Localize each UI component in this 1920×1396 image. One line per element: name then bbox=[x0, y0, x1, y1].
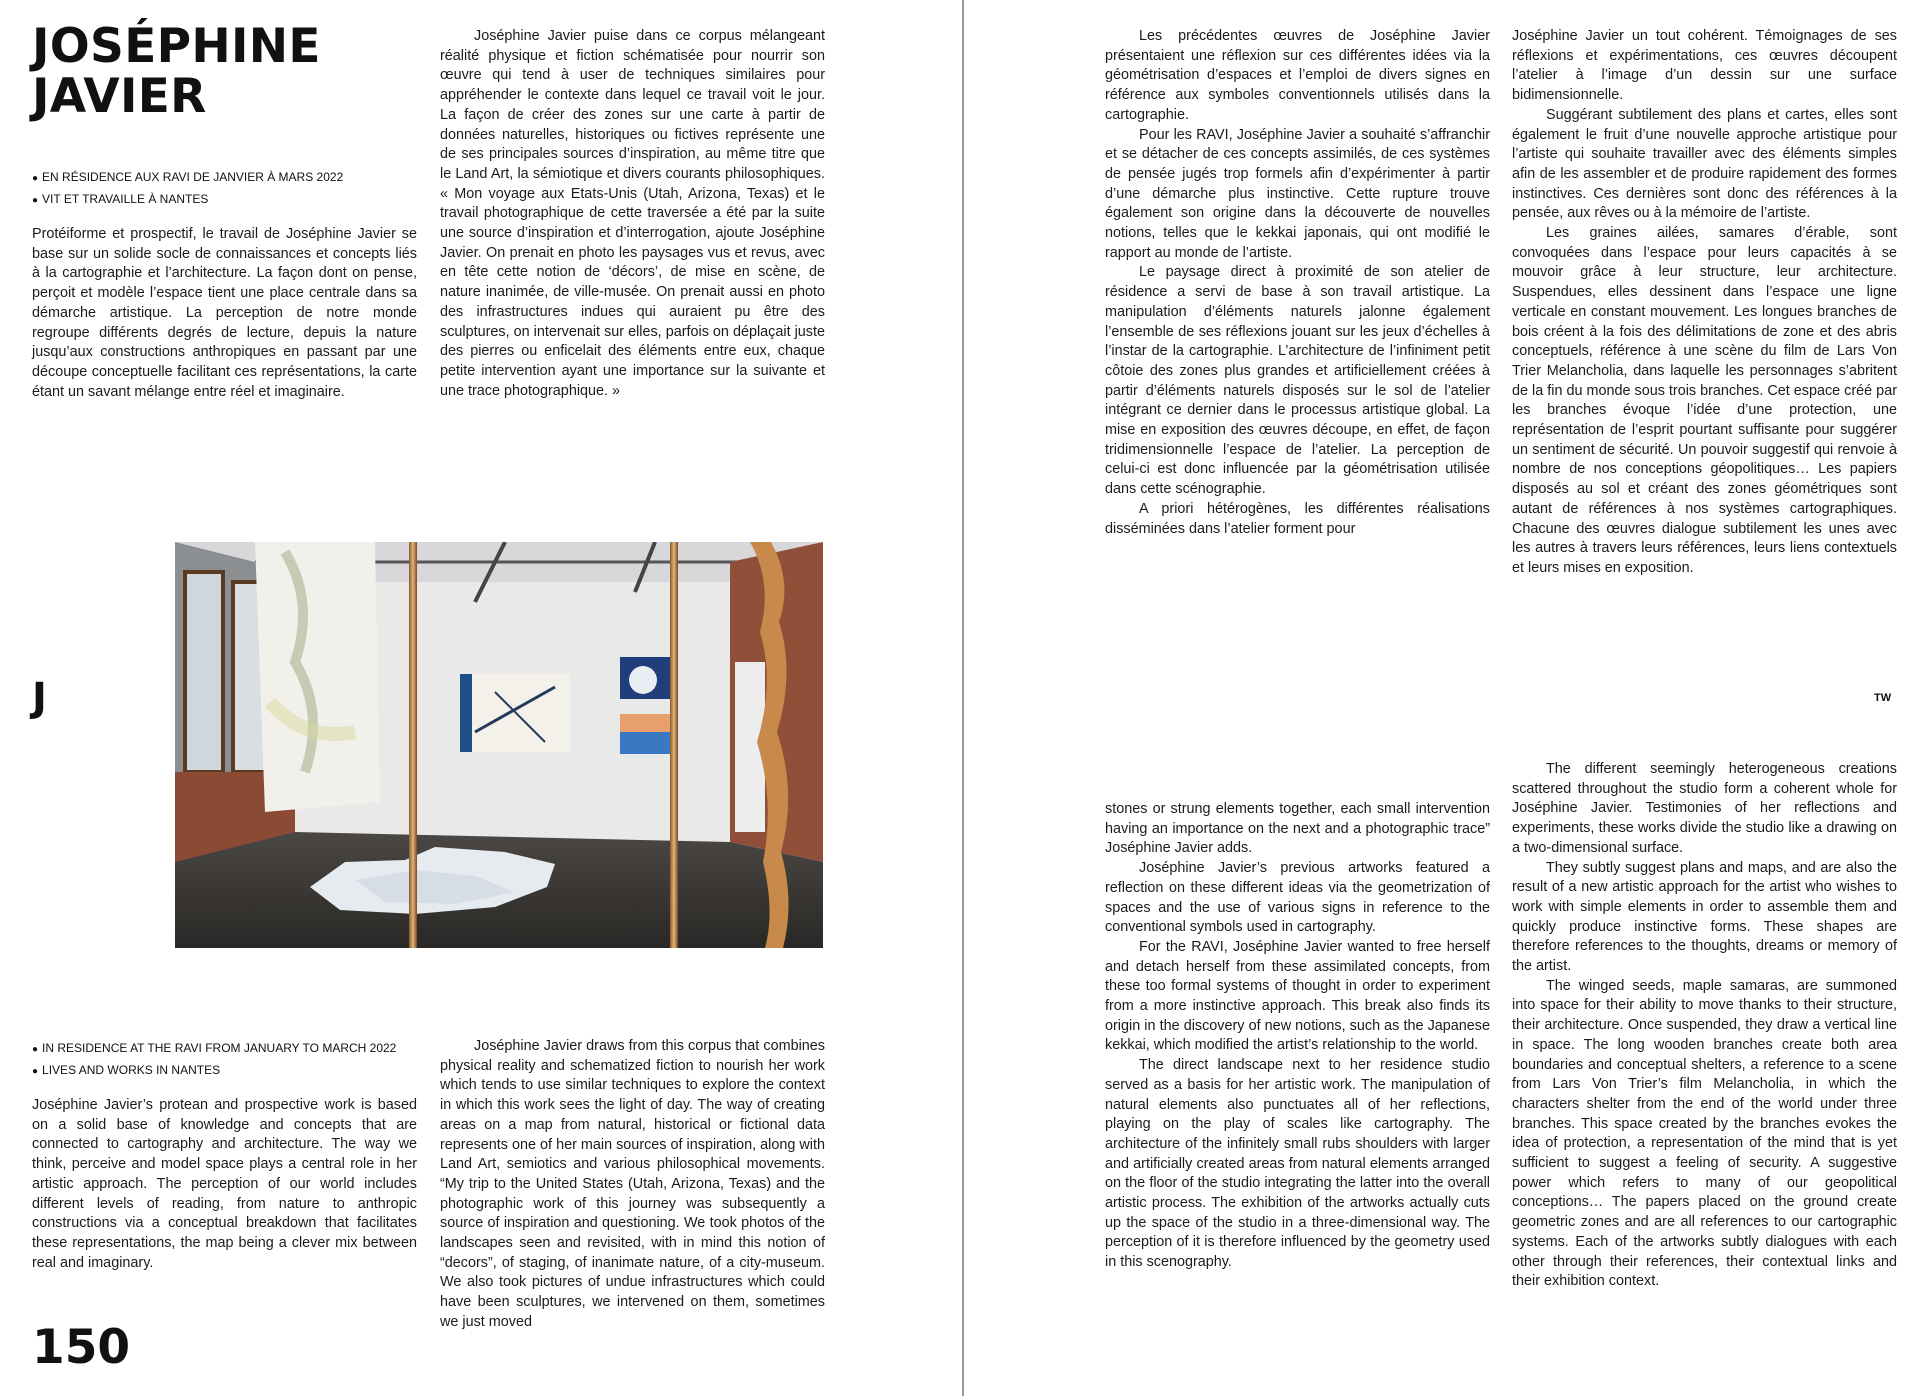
en-col2-paragraph: Joséphine Javier draws from this corpus that combines physical reality and schematized fiction to nourish her work which tends to use similar techniques to explore the context in which this work sees the light of day. The way of creating areas on a map from natural, historical or fictional data represents one of her main sources of inspiration, along with Land Art, semiotics and various philosophical movements. “My trip to the United States (Utah, Arizona, Texas) and the photographic work of this journey was subsequently a source of inspiration and questioning. We took photos of the landscapes seen and revisited, with in mind this notion of “decors”, of staging, of inanimate nature, of a city-museum. We also took pictures of undue infrastructures which could have been sculptures, we intervened on them, sometimes we just moved bbox=[440, 1038, 825, 1330]
fr-residence-location: ● VIT ET TRAVAILLE À NANTES bbox=[32, 189, 343, 211]
en-column-4 bbox=[1512, 760, 1897, 1292]
fr-residence-dates: ● EN RÉSIDENCE AUX RAVI DE JANVIER À MARS 2022 bbox=[32, 167, 343, 189]
en-intro-paragraph: Joséphine Javier’s protean and prospective work is based on a solid base of knowledge and concepts that are connected to cartography and architecture. The way we think, perceive and model space plays a central role in her artistic approach. The perception of our world includes different levels of reading, from nature to anthropic constructions via a conceptual breakdown that facilitates these representations, the map being a clever mix between real and imaginary. bbox=[32, 1097, 417, 1271]
en-col4-paragraph-3: The winged seeds, maple samaras, are summoned into space for their ability to move thanks to their structure, their architecture. Once suspended, they draw a vertical line in space. The long wooden branches create both area boundaries and conceptual shelters, a reference to a scene from Lars Von Trier’s film Melancholia, in which the characters shelter from the end of the world under three branches. This space created by the branches evokes the idea of protection, a representation of the mind that is yet sufficient to suggest a feeling of security. A suggestive power which refers to many of our geopolitical conceptions… The papers placed on the ground create geometric zones and are all references to our cartographic systems. Each of the artworks subtly dialogues with each other through their references, their contextual links and their exhibition context. bbox=[1512, 977, 1897, 1290]
title-line-last-name: JAVIER bbox=[32, 69, 207, 124]
section-letter: J bbox=[32, 675, 47, 721]
fr-column-3 bbox=[1105, 27, 1490, 539]
author-signature: TW bbox=[1874, 692, 1892, 704]
en-residence-info bbox=[32, 1038, 396, 1082]
artist-name-title bbox=[32, 19, 321, 124]
en-col4-paragraph-2: They subtly suggest plans and maps, and are also the result of a new artistic approach for the artist who wishes to work with simple elements in order to assemble them and quickly produce instinctive forms. These shapes are therefore references to the thoughts, dreams or memory of the artist. bbox=[1512, 859, 1897, 975]
fr-column-4 bbox=[1512, 27, 1897, 579]
fr-col3-paragraph-1: Les précédentes œuvres de Joséphine Javier présentaient une réflexion sur ces différentes idées via la géométrisation d’espaces et l’emploi de divers signes en référence aux symboles conventionnels utilisés dans la cartographie. bbox=[1105, 28, 1490, 123]
fr-intro-paragraph: Protéiforme et prospectif, le travail de Joséphine Javier se base sur un solide socle de connaissances et concepts liés à la cartographie et l’architecture. La façon dont on pense, perçoit et modèle l’espace tient une place centrale dans sa démarche artistique. La perception de notre monde regroupe différents degrés de lecture, depuis la nature jusqu’aux constructions anthropiques en passant par une découpe conceptuelle facilitant ces représentations, la carte étant un savant mélange entre réel et imaginaire. bbox=[32, 226, 417, 400]
fr-col3-paragraph-2: Pour les RAVI, Joséphine Javier a souhaité s’affranchir et se détacher de ces concepts assimilés, de ces systèmes de pensée jugés trop formels afin d’expérimenter à partir d’une démarche plus instinctive. Cette rupture trouve également son origine dans la découverte de nouvelles notions, telles que le kekkai japonais, qui ont modifié le rapport au monde de l’artiste. bbox=[1105, 126, 1490, 261]
en-residence-dates: ● IN RESIDENCE AT THE RAVI FROM JANUARY TO MARCH 2022 bbox=[32, 1038, 396, 1060]
fr-col2-paragraph: Joséphine Javier puise dans ce corpus mélangeant réalité physique et fiction schématisée pour nourrir son œuvre qui tend à user de techniques similaires pour appréhender le contexte dans lequel ce travail voit le jour. La façon de créer des zones sur une carte à partir de données naturelles, historiques ou fictives représente une de ses principales sources d’inspiration, au même titre que le Land Art, la sémiotique et divers courants philosophiques. « Mon voyage aux Etats-Unis (Utah, Arizona, Texas) et le travail photographique de cette traversée a été par la suite une source d’inspiration et d’interrogation, ajoute Joséphine Javier. On prenait en photo les paysages vus et revus, avec en tête cette notion de ‘décors’, de mise en scène, de nature inanimée, de ville-musée. On prenait aussi en photo des infrastructures indues qui auraient pu être des sculptures, on intervenait sur elles, parfois on déplaçait juste des pierres ou enficelait des éléments entre eux, chaque petite intervention ayant une importance sur la suivante et une trace photographique. » bbox=[440, 28, 825, 399]
fr-col3-paragraph-4: A priori hétérogènes, les différentes réalisations disséminées dans l’atelier forment pour bbox=[1105, 500, 1490, 537]
fr-column-2 bbox=[440, 27, 825, 401]
en-column-3 bbox=[1105, 800, 1490, 1273]
en-col3-paragraph-3: For the RAVI, Joséphine Javier wanted to free herself and detach herself from these assimilated concepts, from these too formal systems of thought in order to experiment from a more instinctive approach. This break also finds its origin in the discovery of new notions, such as the Japanese kekkai, which modified the artist’s relationship to the world. bbox=[1105, 938, 1490, 1054]
right-page bbox=[964, 0, 1920, 1396]
page-number: 150 bbox=[32, 1320, 131, 1375]
fr-col4-paragraph-2: Suggérant subtilement des plans et cartes, elles sont également le fruit d’une nouvelle approche artistique pour l’artiste qui souhaite travailler avec des éléments simples afin de les assembler et de produire rapidement des formes instinctives. Ces dernières sont donc des références à la pensée, aux rêves ou à la mémoire de l’artiste. bbox=[1512, 106, 1897, 222]
en-col3-paragraph-1: stones or strung elements together, each small intervention having an importance on the next and a photographic trace” Joséphine Javier adds. bbox=[1105, 801, 1490, 857]
fr-intro-column bbox=[32, 225, 417, 402]
fr-col3-paragraph-3: Le paysage direct à proximité de son atelier de résidence a servi de base à son travail artistique. La manipulation d’éléments naturels jalonne également l’ensemble de ses réflexions jouant sur les jeux d’échelles à l’instar de la cartographie. L’architecture de l’infiniment petit côtoie des zones plus grandes et artificiellement créées à partir d’éléments naturels disposés sur le sol de l’atelier intégrant ce dernier dans le processus artistique global. La mise en exposition des œuvres découpe, en effet, de façon tridimensionnelle l’espace de l’atelier. La perception de celui-ci est donc influencée par la géométrisation utilisée dans cette scénographie. bbox=[1105, 264, 1490, 498]
en-column-2 bbox=[440, 1037, 825, 1333]
en-col3-paragraph-4: The direct landscape next to her residence studio served as a basis for her artistic work. The manipulation of natural elements also punctuates all of her reflections, playing on the play of scales like cartography. The architecture of the infinitely small rubs shoulders with larger and artificially created areas from natural elements arranged on the floor of the studio integrating the latter into the overall artistic process. The exhibition of the artworks actually cuts up the space of the studio in a three-dimensional way. The perception of it is therefore influenced by the geometry used in this scenography. bbox=[1105, 1057, 1490, 1271]
en-col4-paragraph-1: The different seemingly heterogeneous creations scattered throughout the studio form a coherent whole for Joséphine Javier. Testimonies of her reflections and experiments, these works divide the studio like a drawing on a two-dimensional surface. bbox=[1512, 761, 1897, 856]
studio-exhibition-photo bbox=[175, 542, 823, 948]
en-col3-paragraph-2: Joséphine Javier’s previous artworks featured a reflection on these different ideas via the geometrization of spaces and the use of various signs in reference to the conventional symbols used in cartography. bbox=[1105, 860, 1490, 936]
title-line-first-name: JOSÉPHINE bbox=[32, 19, 321, 74]
fr-col4-paragraph-3: Les graines ailées, samares d’érable, sont convoquées dans l’espace pour leurs capacités à se mouvoir grâce à leur structure, leur architecture. Suspendues, elles dessinent dans l’espace une ligne verticale en constant mouvement. Les longues branches de bois créent à la fois des délimitations de zone et des abris conceptuels, référence à une scène du film de Lars Von Trier Melancholia, dans laquelle les personnages s’abritent de la fin du monde sous trois branches. Cet espace créé par les branches évoque l’idée d’une protection, une représentation de l’esprit pourtant suffisante pour suggérer un sentiment de sécurité. Un pouvoir suggestif qui renvoie à nombre de nos conceptions géopolitiques… Les papiers disposés au sol et créant des zones géométriques sont autant de références à nos systèmes cartographiques. Chacune des œuvres dialogue subtilement les unes avec les autres à travers leurs références, leurs liens contextuels et leurs mises en exposition. bbox=[1512, 225, 1897, 576]
en-intro-column bbox=[32, 1096, 417, 1273]
fr-col4-paragraph-1: Joséphine Javier un tout cohérent. Témoignages de ses réflexions et expérimentations, ces œuvres découpent l’atelier à l’image d’un dessin sur une surface bidimensionnelle. bbox=[1512, 28, 1897, 104]
en-residence-location: ● LIVES AND WORKS IN NANTES bbox=[32, 1060, 396, 1082]
fr-residence-info bbox=[32, 167, 343, 211]
